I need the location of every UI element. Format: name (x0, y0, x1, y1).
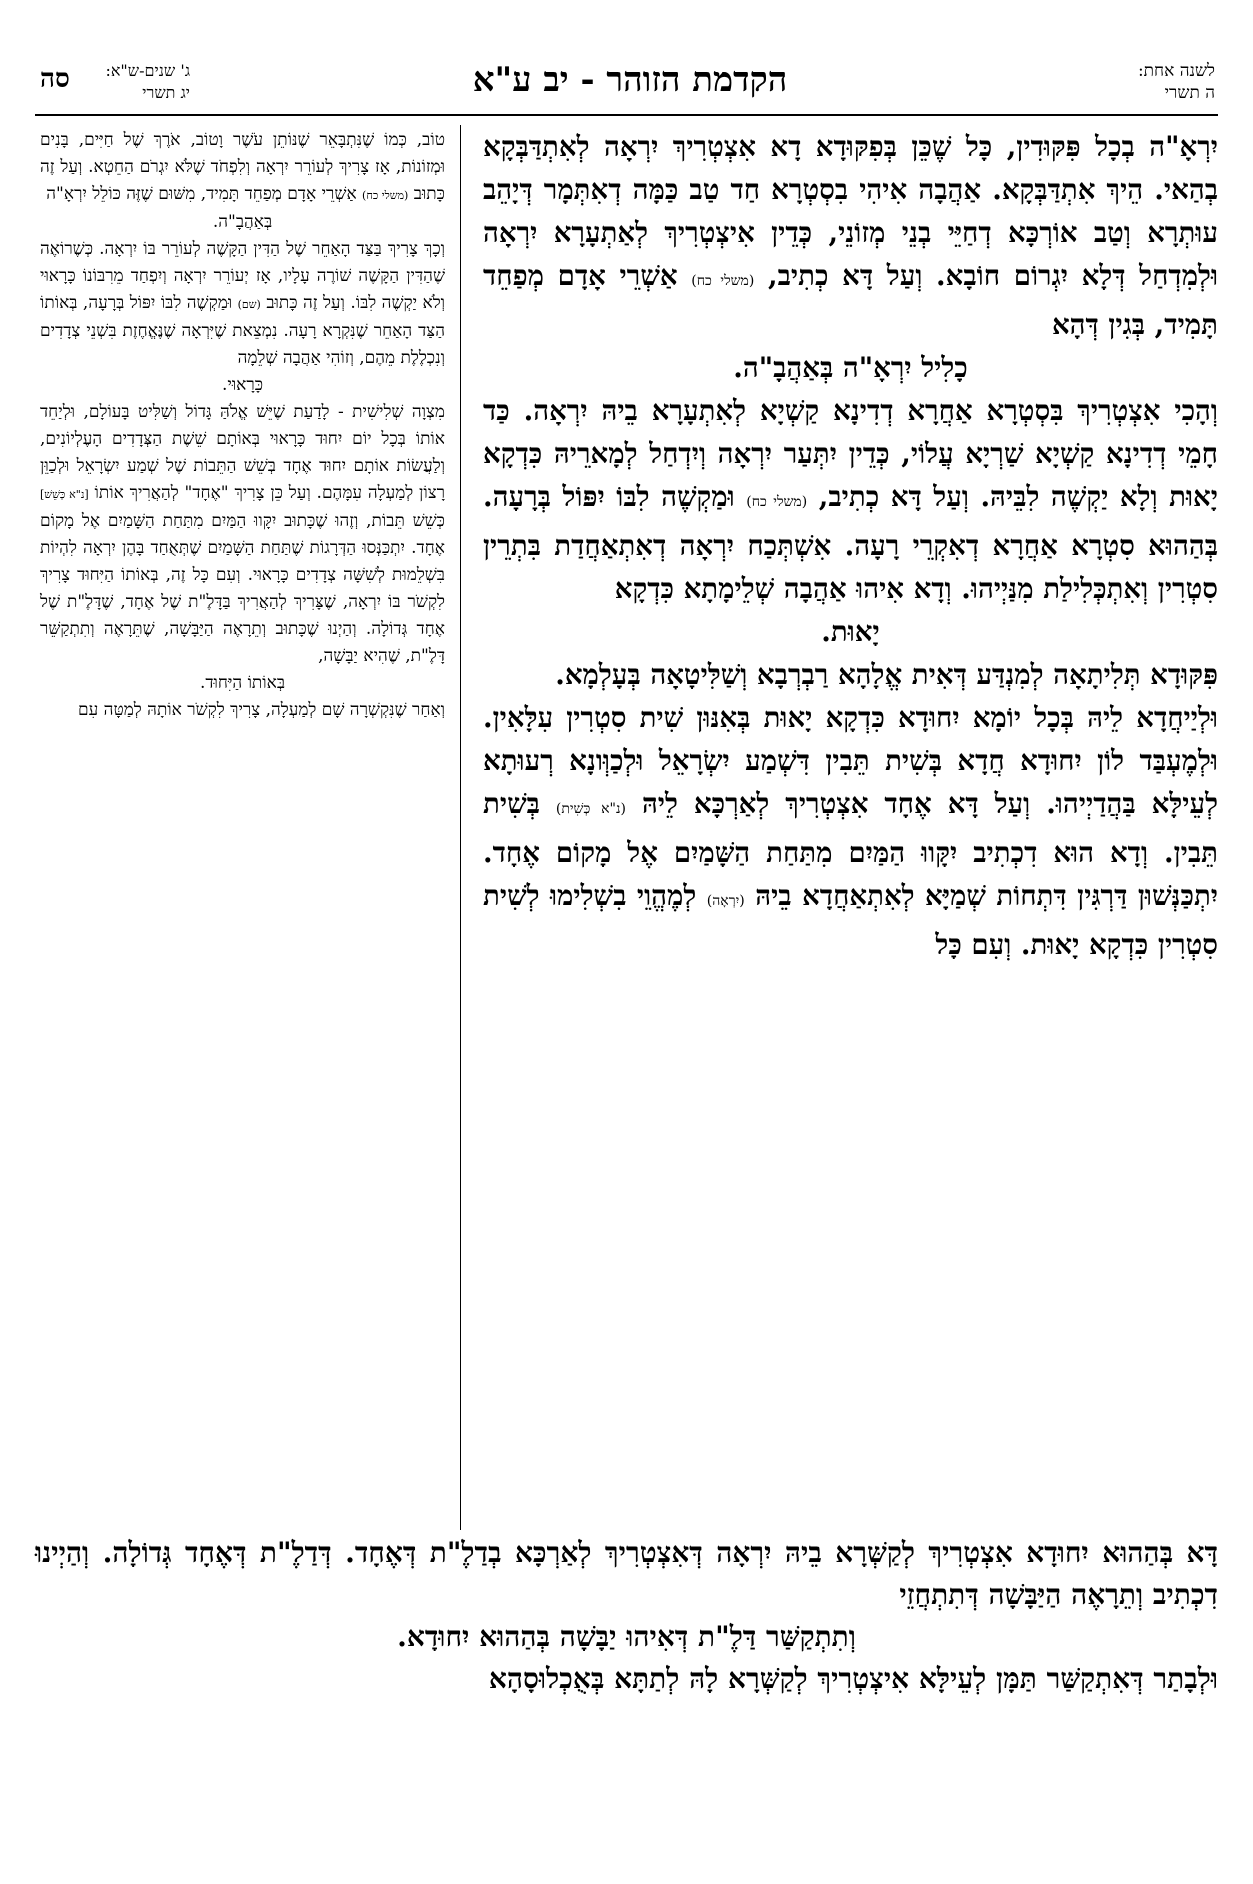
comm-p3-variant-ref: [נ"א כְּשֵׁשׁ] (40, 488, 89, 501)
comm-p2-text-a: וְכָךְ צָרִיךְ בַּצַּד הָאַחֵר שֶׁל הַדִּין הַקָּשֶׁה לְעוֹרֵר בּוֹ יִרְאָה. כְּשֶׁרוֹאֶה שֶׁהַדִּין הַקָּשֶׁה שׁוֹרֶה עָלָיו, אָז יְעוֹרֵר יִרְאָה וְיִפְחַד מֵרִבּוֹנוֹ כָּרָאוּי וְלֹא יַקְשֶׁה לִבּוֹ. וְעַל זֶה כָּתוּב (40, 239, 446, 313)
comm-paragraph-3 (40, 399, 445, 670)
three-year-schedule-text (90, 60, 190, 104)
main-p1-text-b: אַשְׁרֵי אָדָם מְפַחֵד תָּמִיד, בְּגִין דְּהָא (483, 259, 1218, 341)
main-paragraph-3 (483, 696, 1218, 966)
zohar-bottom-text (35, 1532, 1218, 1700)
comm-paragraph-4: וְאַחַר שֶׁנִּקְשְׁרָה שָׁם לְמַעְלָה, צָרִיךְ לִקְשֹׁר אוֹתָהּ לְמַטָּה עִם (78, 700, 445, 720)
main-p2-text-b: וּמַקְשֶׁה לִבּוֹ יִפּוֹל בְּרָעָה. בְּהַהוּא סִטְרָא אַחֲרָא דְאִקְרֵי רָעָה. אִשְׁתְּכַח יִרְאָה דְאִתְאַחֲדַת בִּתְרֵין סִטְרִין וְאִתְכְּלִילַת מִנַּיְיהוּ. וְדָא אִיהוּ אַהֲבָה שְׁלֵימָתָא כִּדְקָא (483, 480, 1218, 605)
main-p3-text-c: בְּשִׁית תֵּבִין. וְדָא הוּא דִכְתִיב יִקָּווּ הַמַּיִם מִתַּחַת הַשָּׁמַיִם אֶל מָקוֹם אֶחָד. יִתְכַּנְּשׁוּן דַּרְגִּין דִּתְחוֹת שְׁמַיָּא לְאִתְאַחֲדָא בֵיהּ (483, 787, 1219, 912)
comm-paragraph-1-end: בְּאַהֲבָ"ה. (212, 212, 273, 232)
page-title: הקדמת הזוהר - יב ע"א (472, 60, 788, 100)
one-year-schedule (1055, 60, 1215, 118)
main-p2-text-a: וְהָכִי אִצְטְרִיךְ בִּסְטְרָא אַחֲרָא דְדִינָא קַשְׁיָא לְאִתְעָרָא בֵיהּ יִרְאָה. כַּד חָמֵי דְדִינָא קַשְׁיָא שַׁרְיָא עֲלוֹי, כְּדֵין יִתְּעַר יִרְאָה וְיִדְחַל לְמָארֵיהּ כִּדְקָא יָאוּת וְלָא יַקְשֶׁה לִבֵּיהּ. וְעַל דָּא כְתִיב, (483, 394, 1218, 513)
hebrew-translation-column (40, 127, 445, 724)
comm-p1-source-ref: (משלי כח) (362, 189, 409, 202)
main-p2-source-ref: (משלי כח) (746, 494, 808, 510)
comm-paragraph-2-end: כָּרָאוּי. (221, 375, 264, 395)
three-year-schedule (40, 60, 190, 118)
main-p3-variant-ref: (נ"א כְּשִׁית) (555, 801, 626, 817)
one-year-schedule-label: לשנה אחת: (1137, 61, 1215, 81)
comm-p1-text-b: אַשְׁרֵי אָדָם מְפַחֵד תָּמִיד, מִשּׁוּם שֶׁזֶּה כּוֹלֵל יִרְאָ"ה (46, 184, 357, 204)
zohar-main-text (483, 125, 1218, 966)
page-number: סה (40, 64, 70, 94)
comm-p3-text-b: כְּשֵׁשׁ תֵּבוֹת, וְזֶהוּ שֶׁכָּתוּב יִקָּווּ הַמַּיִם מִתַּחַת הַשָּׁמַיִם אֶל מָקוֹם אֶחָד. יִתְכַּנְּסוּ הַדְּרָגוֹת שֶׁתַּחַת הַשָּׁמַיִם שֶׁתְּאֻחַד בָּהֶן יִרְאָה לִהְיוֹת בִּשְׁלֵמוּת לְשִׁשָּׁה צְדָדִים כָּרָאוּי. וְעִם כָּל זֶה, בְּאוֹתוֹ הַיִּחוּד צָרִיךְ לִקְשֹׁר בּוֹ יִרְאָה, שֶׁצָּרִיךְ לְהַאֲרִיךְ בַּדָּלֶ"ת שֶׁל אֶחָד, שֶׁדָּלֶ"ת שֶׁל אֶחָד גְּדוֹלָה. וְהַיְנוּ שֶׁכָּתוּב וְתֵרָאֶה הַיַּבָּשָׁה, שֶׁתֵּרָאֶה וְתִתְקַשֵּׁר דָּלֶ"ת, שֶׁהִיא יַבָּשָׁה, (40, 511, 445, 666)
one-year-schedule-date: ה תשרי (1164, 83, 1215, 103)
main-p1-text-a: יִרְאָ"ה בְכָל פִּקּוּדִין, כָּל שֶׁכֵּן בְּפִקּוּדָא דָא אִצְטְרִיךְ יִרְאָה לְאִתְדַּבְּקָא בְהַאי. הֵיךְ אִתְדַּבְּקָא. אַהֲבָה אִיהִי בִסְטְרָא חַד טַב כַּמָּה דְאִתְּמָר דְּיָהֵב עוּתְרָא וְטַב אוֹרְכָּא דְחַיֵּי בְנֵי מְזוֹנֵי, כְּדֵין אִיצְטְרִיךְ לְאַתְעָרָא יִרְאָה וּלְמִדְחַל דְּלָא יִגְרוֹם חוֹבָא. וְעַל דָּא כְתִיב, (483, 130, 1219, 292)
bottom-line-a: דָּא בְּהַהוּא יִחוּדָא אִצְטְרִיךְ לְקַשְּׁרָא בֵיהּ יִרְאָה דְּאִצְטְרִיךְ לְאַרְכָּא בְדַלֶ"ת דְּאֶחָד. דְּדַלֶ"ת דְּאֶחָד גְּדוֹלָה. וְהַיְינוּ דִכְתִיב וְתֵרָאֶה הַיַּבָּשָׁה דְּתִתְחֲזֵי (35, 1536, 1218, 1611)
comm-paragraph-1 (40, 127, 445, 209)
main-paragraph-1-end: כָלִיל יִרְאָ"ה בְּאַהֲבָ"ה. (733, 351, 968, 384)
main-p3-text-b: וּלְיַיחֲדָא לֵיהּ בְּכָל יוֹמָא יִחוּדָא כִּדְקָא יָאוּת בְּאִנּוּן שִׁית סִטְרִין עִלָּאִין. וּלְמֶעְבַּד לוֹן יִחוּדָא חֲדָא בְּשִׁית תֵּבִין דִּשְׁמַע יִשְׂרָאֵל וּלְכַוְּונָא רְעוּתָא לְעֵילָּא בַּהֲדַיְיהוּ. וְעַל דָּא אֶחָד אִצְטְרִיךְ לְאַרְכָּא לֵיהּ (483, 701, 1218, 820)
comm-p1-text-a: טוֹב, כְּמוֹ שֶׁנִּתְבָּאֵר שֶׁנּוֹתֵן עֹשֶׁר וָטוֹב, אֹרֶךְ שֶׁל חַיִּים, בָּנִים וּמְזוֹנוֹת, אָז צָרִיךְ לְעוֹרֵר יִרְאָה וְלִפְחֹד שֶׁלֹּא יִגְרֹם הַחֵטְא. וְעַל זֶה כָּתוּב (40, 130, 445, 204)
comm-p2-text-b: וּמַקְשֶׁה לִבּוֹ יִפּוֹל בְּרָעָה, בְּאוֹתוֹ הַצַּד הָאַחֵר שֶׁנִּקְרָא רָעָה. נִמְצֵאת שֶׁיִּרְאָה שֶׁנֶּאֱחֶזֶת בִּשְׁנֵי צְדָדִים וְנִכְלֶלֶת מֵהֶם, וְזוֹהִי אַהֲבָה שְׁלֵמָה (40, 293, 445, 368)
comm-paragraph-3-end: בְּאוֹתוֹ הַיִּחוּד. (199, 673, 286, 693)
column-divider (460, 125, 461, 1530)
main-p3-variant-ref-2: (יִרְאָה) (706, 893, 745, 909)
main-p1-source-ref: (משלי כח) (691, 273, 755, 289)
main-paragraph-3-heading: פִּקּוּדָא תְּלִיתָאָה לְמִנְדַּע דְּאִית אֱלָהָא רַבְרְבָא וְשַׁלִּיטָאָה בְּעָלְמָא. (555, 658, 1218, 691)
bottom-line-b: וְתִתְקַשַּׁר דַּלֶ"ת דְּאִיהוּ יַבָּשָׁה בְּהַהוּא יִחוּדָא. (397, 1620, 856, 1653)
three-year-schedule-date: יג תשרי (142, 83, 190, 102)
main-paragraph-2 (483, 389, 1218, 610)
bottom-line-c: וּלְבָתַר דְּאִתְקַשַּׁר תַּמָּן לְעֵילָּא אִיצְטְרִיךְ לְקַשְּׁרָא לָהּ לְתַתָּא בְּאֻכְלוּסָהָא (488, 1662, 1218, 1695)
main-p3-text-d: לְמֶהֱוֵי בִשְׁלִימוּ לְשִׁית סִטְרִין כִּדְקָא יָאוּת. וְעִם כָּל (483, 879, 1218, 961)
comm-paragraph-2 (40, 236, 445, 372)
main-paragraph-2-end: יָאוּת. (821, 615, 880, 648)
main-paragraph-1 (483, 125, 1218, 346)
comm-p3-text-a: מִצְוָה שְׁלִישִׁית - לָדַעַת שֶׁיֵּשׁ אֱלֹהַּ גָּדוֹל וְשַׁלִּיט בָּעוֹלָם, וּלְיַחֵד אוֹתוֹ בְּכָל יוֹם יִחוּד כָּרָאוּי בְּאוֹתָם שֵׁשֶׁת הַצְּדָדִים הָעֶלְיוֹנִים, וְלַעֲשׂוֹת אוֹתָם יִחוּד אֶחָד בְּשֵׁשׁ הַתֵּבוֹת שֶׁל שְׁמַע יִשְׂרָאֵל וּלְכַוֵּן רָצוֹן לְמַעְלָה עִמָּהֶם. וְעַל כֵּן צָרִיךְ "אֶחָד" לְהַאֲרִיךְ אוֹתוֹ (40, 402, 445, 503)
header-rule (35, 114, 1218, 116)
comm-p2-source-ref: (שם) (237, 298, 261, 311)
three-year-schedule-label: ג' שנים-ש"א: (105, 61, 190, 80)
